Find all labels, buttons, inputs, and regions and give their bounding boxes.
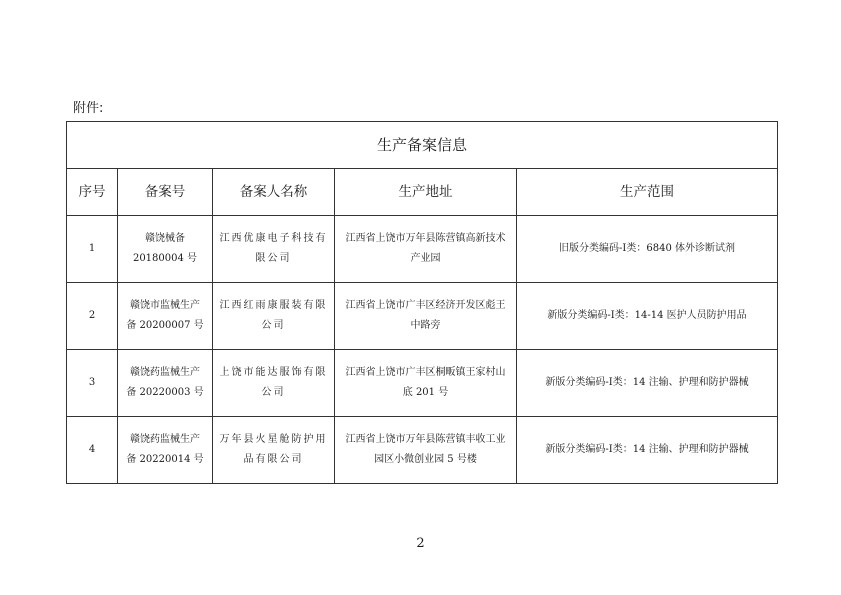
cell-registrant: 万年县火星舱防护用 品有限公司 [213, 417, 335, 484]
cell-scope: 新版分类编码-Ⅰ类：14-14 医护人员防护用品 [517, 283, 778, 350]
cell-record-no: 赣饶市监械生产 备 20200007 号 [118, 283, 213, 350]
cell-index: 1 [67, 216, 118, 283]
header-scope: 生产范围 [517, 169, 778, 216]
header-registrant: 备案人名称 [213, 169, 335, 216]
cell-index: 3 [67, 350, 118, 417]
table-row [67, 350, 778, 417]
cell-scope: 旧版分类编码-Ⅰ类：6840 体外诊断试剂 [517, 216, 778, 283]
cell-address: 江西省上饶市万年县陈营镇丰收工业 园区小微创业园 5 号楼 [335, 417, 517, 484]
production-record-table [66, 121, 778, 484]
attachment-label: 附件: [73, 101, 104, 116]
table-row [67, 216, 778, 283]
cell-scope: 新版分类编码-Ⅰ类：14 注输、护理和防护器械 [517, 350, 778, 417]
cell-address: 江西省上饶市万年县陈营镇高新技术 产业园 [335, 216, 517, 283]
cell-index: 2 [67, 283, 118, 350]
cell-scope: 新版分类编码-Ⅰ类：14 注输、护理和防护器械 [517, 417, 778, 484]
header-index: 序号 [67, 169, 118, 216]
cell-registrant: 江西优康电子科技有 限公司 [213, 216, 335, 283]
cell-registrant: 上饶市能达服饰有限 公司 [213, 350, 335, 417]
cell-address: 江西省上饶市广丰区桐畈镇王家村山 底 201 号 [335, 350, 517, 417]
cell-address: 江西省上饶市广丰区经济开发区彪王 中路旁 [335, 283, 517, 350]
cell-record-no: 赣饶药监械生产 备 20220014 号 [118, 417, 213, 484]
table-row [67, 417, 778, 484]
header-address: 生产地址 [335, 169, 517, 216]
cell-record-no: 赣饶械备 20180004 号 [118, 216, 213, 283]
table-title: 生产备案信息 [67, 122, 778, 169]
table-header-row [67, 169, 778, 216]
cell-registrant: 江西红雨康服装有限 公司 [213, 283, 335, 350]
header-record-no: 备案号 [118, 169, 213, 216]
page-number: 2 [416, 536, 425, 551]
cell-index: 4 [67, 417, 118, 484]
cell-record-no: 赣饶药监械生产 备 20220003 号 [118, 350, 213, 417]
table-row [67, 283, 778, 350]
